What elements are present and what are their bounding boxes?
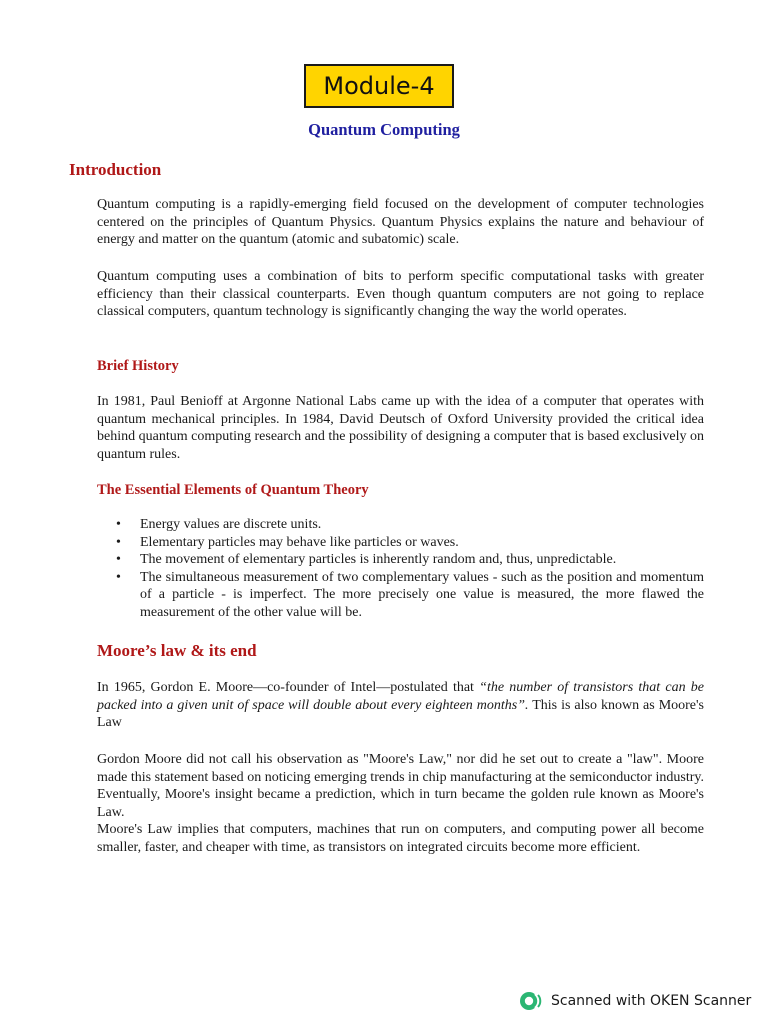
introduction-paragraph-1: Quantum computing is a rapidly-emerging field focused on the development of computer technologies centered on the principles of Quantum Physics. Quantum Physics explains the nature and behaviour of energy and matter on the quantum (atomic and subatomic) scale. (97, 197, 704, 248)
list-item-text: The simultaneous measurement of two complementary values - such as the position and momentum of a particle - is imperfect. The more precisely one value is measured, the more flawed the measurement of the other value will be. (140, 569, 704, 620)
document-title: Quantum Computing (308, 120, 460, 139)
scanner-text: Scanned with OKEN Scanner (551, 993, 752, 1009)
introduction-paragraph-2: Quantum computing uses a combination of bits to perform specific computational tasks with greater efficiency than their classical counterparts. Even though quantum computers are not going to replace classical computers, quantum technology is significantly changing the way the world operates. (97, 269, 704, 320)
scanner-watermark (518, 990, 751, 1012)
moores-law-paragraph-1-start: In 1965, Gordon E. Moore—co-founder of Intel—postulated that (97, 680, 480, 695)
list-item (97, 534, 704, 552)
introduction-heading: Introduction (69, 160, 162, 179)
moores-law-paragraph-3: Moore's Law implies that computers, machines that run on computers, and computing power all become smaller, faster, and cheaper with time, as transistors on integrated circuits become more efficient. (97, 822, 704, 855)
moores-law-heading: Moore’s law & its end (97, 641, 257, 660)
moores-law-quote: “the number of transistors that can be packed into a given unit of space will double about every eighteen months”. (97, 680, 704, 713)
brief-history-heading: Brief History (97, 358, 179, 374)
essential-elements-heading: The Essential Elements of Quantum Theory (97, 482, 369, 498)
module-label: Module-4 (323, 72, 435, 100)
oken-scanner-logo-icon (518, 990, 544, 1012)
list-item (97, 551, 704, 569)
moores-law-paragraph-1-end: This is also known as Moore's Law (97, 697, 704, 731)
bullet-icon: • (116, 552, 121, 568)
bullet-icon: • (116, 534, 121, 550)
list-item-text: Elementary particles may behave like particles or waves. (140, 534, 459, 550)
bullet-icon: • (116, 569, 121, 585)
list-item-text: Energy values are discrete units. (140, 517, 322, 532)
moores-law-paragraph-1 (97, 679, 704, 732)
brief-history-paragraph: In 1981, Paul Benioff at Argonne National Labs came up with the idea of a computer that operates with quantum mechanical principles. In 1984, David Deutsch of Oxford University provided the critical idea behind quantum computing research and the possibility of designing a computer that is based exclusively on quantum rules. (97, 394, 704, 462)
essential-elements-list (97, 516, 704, 622)
list-item-text: The movement of elementary particles is inherently random and, thus, unpredictable. (140, 552, 617, 568)
module-label-box (304, 64, 454, 108)
moores-law-paragraph-2: Gordon Moore did not call his observation as "Moore's Law," nor did he set out to create a "law". Moore made this statement based on noticing emerging trends in chip manufacturing at the semiconductor industry. Eventually, Moore's insight became a prediction, which in turn became the golden rule known as Moore's Law. (97, 752, 704, 820)
bullet-icon: • (116, 517, 121, 532)
list-item (97, 569, 704, 622)
list-item (97, 516, 704, 534)
